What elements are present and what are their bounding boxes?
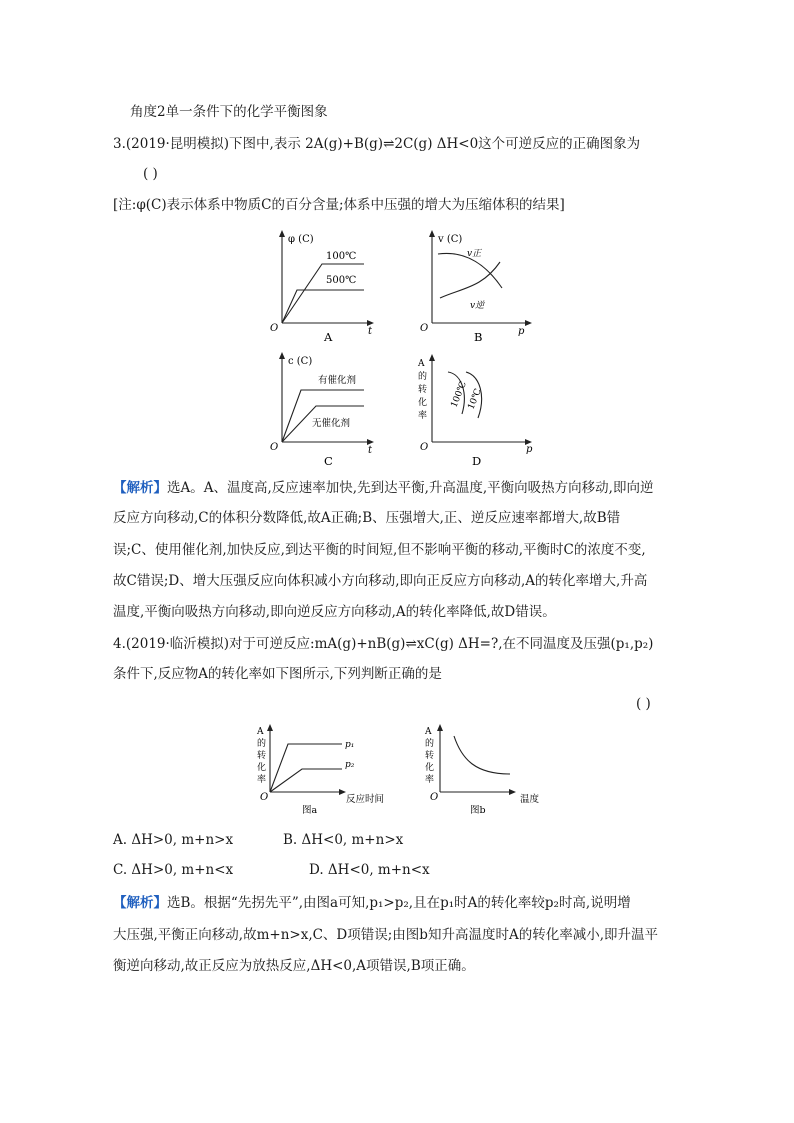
svg-text:转: 转 xyxy=(425,751,435,761)
svg-text:的: 的 xyxy=(425,739,435,749)
x-label: 反应时间 xyxy=(346,794,385,805)
origin-label: O xyxy=(270,323,279,334)
figure-caption: 图a xyxy=(302,805,318,816)
y-label xyxy=(424,727,434,785)
q4-answer-blank: ( ) xyxy=(636,696,651,712)
y-arrow-icon xyxy=(279,352,285,359)
curve-500c xyxy=(282,290,364,323)
curve2-label: 10℃ xyxy=(466,387,484,412)
figure-c xyxy=(262,350,382,470)
figure-d xyxy=(406,352,546,470)
curve-p2 xyxy=(270,769,342,792)
q4-stem-line-1: 4.(2019·临沂模拟)对于可逆反应:mA(g)+nB(g)⇌xC(g) ΔH=?,在不同温度及压强(p₁,p₂) xyxy=(113,636,654,652)
curve1-label: p₁ xyxy=(345,740,355,750)
x-label: 温度 xyxy=(520,794,540,805)
option-a[interactable]: A. ΔH>0, m+n>x xyxy=(113,832,234,848)
y-arrow-icon xyxy=(437,724,443,731)
origin-label: O xyxy=(430,792,439,803)
origin-label: O xyxy=(420,323,429,334)
figure-caption: B xyxy=(474,330,483,344)
curve2-label: p₂ xyxy=(345,760,355,770)
option-b[interactable]: B. ΔH<0, m+n>x xyxy=(283,832,404,848)
q3-answer-blank: ( ) xyxy=(143,166,158,182)
origin-label: O xyxy=(260,792,269,803)
y-label: v (C) xyxy=(438,234,463,245)
origin-label: O xyxy=(420,442,429,453)
q3-analysis-line-1: 【解析】选A。A、温度高,反应速率加快,先到达平衡,升高温度,平衡向吸热方向移动,即向逆 xyxy=(113,480,654,496)
y-label xyxy=(417,359,427,421)
figure-a xyxy=(262,228,382,348)
option-c[interactable]: C. ΔH>0, m+n<x xyxy=(113,862,234,878)
q4-stem-line-2: 条件下,反应物A的转化率如下图所示,下列判断正确的是 xyxy=(113,666,442,682)
svg-text:A: A xyxy=(425,727,432,737)
svg-text:A: A xyxy=(418,359,425,369)
curve-100c xyxy=(282,264,364,323)
curve1-label: v正 xyxy=(467,249,482,259)
option-d[interactable]: D. ΔH<0, m+n<x xyxy=(309,862,430,878)
figure-caption: A xyxy=(324,330,333,344)
origin-label: O xyxy=(270,442,279,453)
curve-with-catalyst xyxy=(282,390,364,442)
y-arrow-icon xyxy=(429,230,435,237)
y-label: c (C) xyxy=(288,356,313,367)
svg-text:的: 的 xyxy=(257,739,267,749)
y-arrow-icon xyxy=(267,724,273,731)
curve2-label: v逆 xyxy=(470,301,485,311)
svg-text:转: 转 xyxy=(257,751,267,761)
svg-text:率: 率 xyxy=(425,775,435,785)
curve-conversion xyxy=(454,736,510,774)
q4-analysis-line-3: 衡逆向移动,故正反应为放热反应,ΔH<0,A项错误,B项正确。 xyxy=(113,958,475,974)
y-label: φ (C) xyxy=(288,234,314,245)
svg-text:化: 化 xyxy=(425,763,435,773)
q3-analysis-line-3: 误;C、使用催化剂,加快反应,到达平衡的时间短,但不影响平衡的移动,平衡时C的浓度不变, xyxy=(113,542,646,558)
svg-text:转: 转 xyxy=(418,385,428,395)
svg-text:A: A xyxy=(257,727,264,737)
svg-text:率: 率 xyxy=(418,411,428,421)
svg-text:化: 化 xyxy=(418,398,428,408)
figure-b xyxy=(412,228,542,348)
q3-analysis-line-5: 温度,平衡向吸热方向移动,即向逆反应方向移动,A的转化率降低,故D错误。 xyxy=(113,604,556,620)
q4-analysis-line-1: 【解析】选B。根据“先拐先平”,由图a可知,p₁>p₂,且在p₁时A的转化率较p₂时高,说明增 xyxy=(113,895,631,911)
analysis-tag: 【解析】 xyxy=(113,480,167,496)
x-label: p xyxy=(526,444,533,455)
figure-caption: C xyxy=(324,454,333,468)
q3-note: [注:φ(C)表示体系中物质C的百分含量;体系中压强的增大为压缩体积的结果] xyxy=(113,197,565,213)
x-arrow-icon xyxy=(339,789,346,795)
y-arrow-icon xyxy=(429,354,435,361)
y-arrow-icon xyxy=(279,230,285,237)
x-label: t xyxy=(368,326,373,337)
curve1-label: 100℃ xyxy=(326,251,357,262)
x-arrow-icon xyxy=(509,789,516,795)
y-label xyxy=(256,727,266,785)
q3-analysis-line-4: 故C错误;D、增大压强反应向体积减小方向移动,即向正反应方向移动,A的转化率增大,升高 xyxy=(113,573,648,589)
q3-analysis-line-2: 反应方向移动,C的体积分数降低,故A正确;B、压强增大,正、逆反应速率都增大,故B错 xyxy=(113,510,621,526)
q3-stem: 3.(2019·昆明模拟)下图中,表示 2A(g)+B(g)⇌2C(g) ΔH<0这个可逆反应的正确图象为 xyxy=(113,136,641,152)
figure-caption: D xyxy=(472,454,482,468)
curve-v-reverse xyxy=(440,262,500,298)
svg-text:化: 化 xyxy=(257,763,267,773)
x-arrow-icon xyxy=(525,320,532,326)
section-heading: 角度2单一条件下的化学平衡图象 xyxy=(130,104,328,120)
curve1-label: 有催化剂 xyxy=(318,375,357,386)
x-label: t xyxy=(368,445,373,456)
figure-4a xyxy=(252,722,402,822)
x-label: p xyxy=(518,326,525,337)
figure-4b xyxy=(420,722,550,822)
q4-analysis-line-2: 大压强,平衡正向移动,故m+n>x,C、D项错误;由图b知升高温度时A的转化率减小,即升温平 xyxy=(113,927,658,943)
curve2-label: 500℃ xyxy=(326,275,357,286)
svg-text:的: 的 xyxy=(418,372,428,382)
svg-text:率: 率 xyxy=(257,775,267,785)
figure-caption: 图b xyxy=(470,805,486,816)
curve2-label: 无催化剂 xyxy=(312,418,351,429)
analysis-tag: 【解析】 xyxy=(113,895,167,911)
curve1-label: 100℃ xyxy=(449,380,469,410)
